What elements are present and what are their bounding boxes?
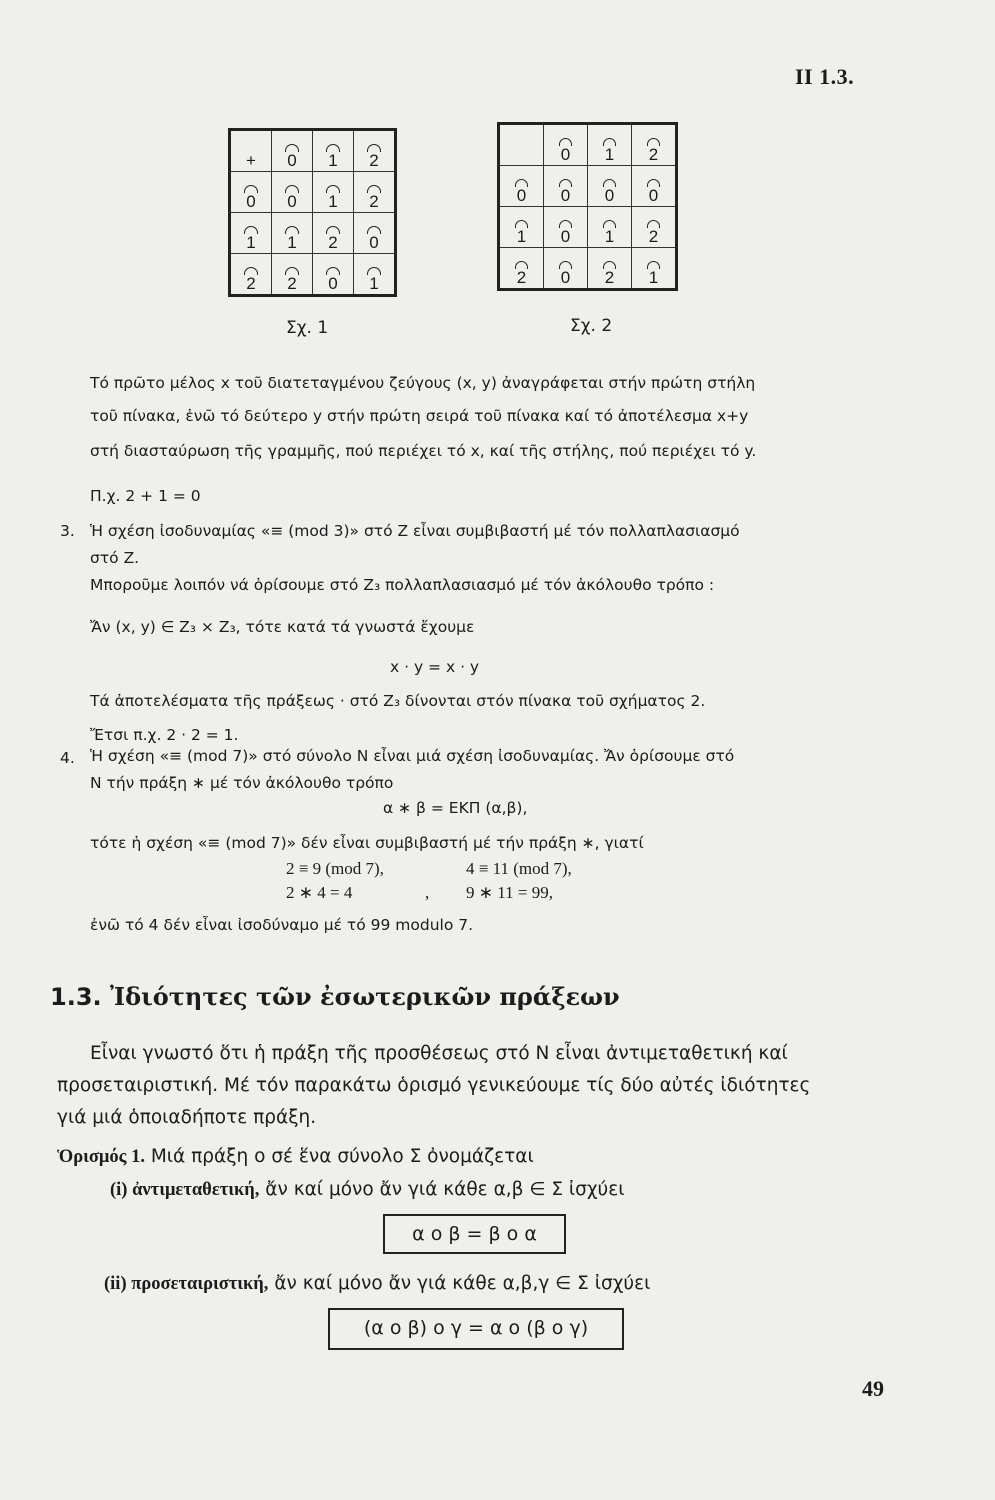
equation: x · y = x · y xyxy=(390,658,480,676)
section-reference-header: II 1.3. xyxy=(795,64,855,89)
residue-class: 1 xyxy=(605,219,614,246)
table-cell xyxy=(588,166,632,207)
residue-class: 1 xyxy=(328,184,337,211)
residue-class: 0 xyxy=(287,184,296,211)
residue-class: 0 xyxy=(561,178,570,205)
table-cell xyxy=(313,172,354,213)
page-number: 49 xyxy=(862,1376,884,1401)
figure-caption-1: Σχ. 1 xyxy=(286,318,329,338)
item-line: Ἡ σχέση ἰσοδυναμίας «≡ (mod 3)» στό Z εἶναι συμβιβαστή μέ τόν πολλαπλασιασμό xyxy=(90,522,740,540)
section-heading xyxy=(50,982,620,1011)
residue-class: 2 xyxy=(605,260,614,287)
item-line: Ἡ σχέση «≡ (mod 7)» στό σύνολο N εἶναι μιά σχέση ἰσοδυναμίας. Ἄν ὁρίσουμε στό xyxy=(90,747,735,765)
formula-box-commutative: α o β = β o α xyxy=(383,1214,566,1254)
paragraph-line: τοῦ πίνακα, ἐνῶ τό δεύτερο y στήν πρώτη σειρά τοῦ πίνακα καί τό ἀποτέλεσμα x+y xyxy=(90,407,749,425)
residue-class: 0 xyxy=(246,184,255,211)
table-cell xyxy=(313,254,354,296)
item-line: Μποροῦμε λοιπόν νά ὁρίσουμε στό Z₃ πολλαπλασιασμό μέ τόν ἀκόλουθο τρόπο : xyxy=(90,576,715,594)
residue-class: 2 xyxy=(287,266,296,293)
section-number: 1.3. xyxy=(50,983,102,1011)
residue-class: 2 xyxy=(246,266,255,293)
table-cell xyxy=(544,124,588,166)
item-number-3: 3. xyxy=(60,522,75,540)
body-line: Εἶναι γνωστό ὅτι ἡ πράξη τῆς προσθέσεως στό N εἶναι ἀντιμεταθετική καί xyxy=(90,1043,788,1064)
figure-caption-2: Σχ. 2 xyxy=(570,316,613,336)
table-row xyxy=(499,248,677,290)
table-row xyxy=(499,166,677,207)
table-row xyxy=(230,172,396,213)
table-cell xyxy=(354,172,396,213)
table-cell xyxy=(544,207,588,248)
table-cell xyxy=(272,130,313,172)
congruence: 4 ≡ 11 (mod 7), xyxy=(466,859,572,878)
formula-box-associative: (α o β) o γ = α o (β o γ) xyxy=(328,1308,624,1350)
table-cell xyxy=(354,213,396,254)
residue-class: 1 xyxy=(605,137,614,164)
table-cell xyxy=(544,248,588,290)
residue-class: 1 xyxy=(369,266,378,293)
residue-class: 0 xyxy=(561,219,570,246)
paragraph-line: Τό πρῶτο μέλος x τοῦ διατεταγμένου ζεύγους (x, y) ἀναγράφεται στήν πρώτη στήλη xyxy=(90,374,756,392)
residue-class: 2 xyxy=(369,143,378,170)
item-number-4: 4. xyxy=(60,749,75,767)
table-row xyxy=(499,124,677,166)
table-cell xyxy=(272,213,313,254)
table-cell xyxy=(272,172,313,213)
table-cell xyxy=(499,124,544,166)
property-line-ii xyxy=(104,1270,650,1298)
residue-class: 2 xyxy=(649,219,658,246)
residue-class: 0 xyxy=(605,178,614,205)
table-cell xyxy=(230,172,272,213)
definition-line xyxy=(57,1143,534,1171)
table-cell xyxy=(588,124,632,166)
table-cell xyxy=(230,254,272,296)
residue-class: 1 xyxy=(517,219,526,246)
table-cell xyxy=(632,124,677,166)
example-line: Ἔτσι π.χ. 2 · 2 = 1. xyxy=(90,726,239,744)
residue-class: 0 xyxy=(369,225,378,252)
table-cell xyxy=(499,166,544,207)
table-cell xyxy=(632,248,677,290)
table-row xyxy=(230,130,396,172)
table-cell xyxy=(632,207,677,248)
table-cell xyxy=(230,213,272,254)
item-line: Ἄν (x, y) ∈ Z₃ × Z₃, τότε κατά τά γνωστά ἔχουμε xyxy=(90,618,475,636)
separator: , xyxy=(425,883,430,902)
table-row xyxy=(499,207,677,248)
residue-class: 2 xyxy=(369,184,378,211)
item-line: τότε ἡ σχέση «≡ (mod 7)» δέν εἶναι συμβιβαστή μέ τήν πράξη ∗, γιατί xyxy=(90,834,644,852)
multiplication-table-z3 xyxy=(497,122,678,291)
table-cell xyxy=(544,166,588,207)
residue-class: 0 xyxy=(561,260,570,287)
definition-label: Ὁρισμός 1. xyxy=(57,1147,145,1167)
table-cell xyxy=(588,248,632,290)
property-label-ii: (ii) προσεταιριστική, xyxy=(104,1274,269,1294)
equation: α ∗ β = ΕΚΠ (α,β), xyxy=(383,799,528,817)
table-cell xyxy=(313,130,354,172)
residue-class: 1 xyxy=(246,225,255,252)
residue-class: 1 xyxy=(328,143,337,170)
item-line: ἐνῶ τό 4 δέν εἶναι ἰσοδύναμο μέ τό 99 modulo 7. xyxy=(90,916,474,934)
residue-class: 0 xyxy=(287,143,296,170)
table-cell xyxy=(354,130,396,172)
item-line: N τήν πράξη ∗ μέ τόν ἀκόλουθο τρόπο xyxy=(90,774,394,792)
table-cell xyxy=(632,166,677,207)
example-line: Π.χ. 2 + 1 = 0 xyxy=(90,487,201,505)
body-line: γιά μιά ὁποιαδήποτε πράξη. xyxy=(57,1107,317,1128)
residue-class: 2 xyxy=(328,225,337,252)
operation-result: 9 ∗ 11 = 99, xyxy=(466,883,553,902)
residue-class: 2 xyxy=(517,260,526,287)
operation-symbol: + xyxy=(246,151,256,170)
congruence: 2 ≡ 9 (mod 7), xyxy=(286,859,384,878)
definition-text: Μιά πράξη o σέ ἕνα σύνολο Σ ὀνομάζεται xyxy=(144,1146,534,1167)
table-cell xyxy=(354,254,396,296)
residue-class: 0 xyxy=(561,137,570,164)
table-cell xyxy=(499,248,544,290)
property-text-i: ἄν καί μόνο ἄν γιά κάθε α,β ∈ Σ ἰσχύει xyxy=(259,1179,625,1200)
operation-result: 2 ∗ 4 = 4 xyxy=(286,883,353,902)
table-row xyxy=(230,213,396,254)
body-line: προσεταιριστική. Μέ τόν παρακάτω ὁρισμό γενικεύουμε τίς δύο αὐτές ἰδιότητες xyxy=(57,1075,811,1096)
table-cell xyxy=(588,207,632,248)
residue-class: 1 xyxy=(649,260,658,287)
section-title: Ἰδιότητες τῶν ἐσωτερικῶν πράξεων xyxy=(110,982,620,1011)
property-text-ii: ἄν καί μόνο ἄν γιά κάθε α,β,γ ∈ Σ ἰσχύει xyxy=(268,1273,651,1294)
table-cell xyxy=(230,130,272,172)
residue-class: 2 xyxy=(649,137,658,164)
paragraph-line: στή διασταύρωση τῆς γραμμῆς, πού περιέχει τό x, καί τῆς στήλης, πού περιέχει τό y. xyxy=(90,442,757,460)
residue-class: 0 xyxy=(649,178,658,205)
item-line: στό Z. xyxy=(90,549,140,567)
property-label-i: (i) ἀντιμεταθετική, xyxy=(110,1180,260,1200)
item-line: Τά ἀποτελέσματα τῆς πράξεως · στό Z₃ δίνονται στόν πίνακα τοῦ σχήματος 2. xyxy=(90,692,706,710)
table-cell xyxy=(272,254,313,296)
residue-class: 0 xyxy=(517,178,526,205)
residue-class: 0 xyxy=(328,266,337,293)
property-line-i xyxy=(110,1176,625,1204)
table-row xyxy=(230,254,396,296)
table-cell xyxy=(499,207,544,248)
table-cell xyxy=(313,213,354,254)
residue-class: 1 xyxy=(287,225,296,252)
addition-table-z3 xyxy=(228,128,397,297)
